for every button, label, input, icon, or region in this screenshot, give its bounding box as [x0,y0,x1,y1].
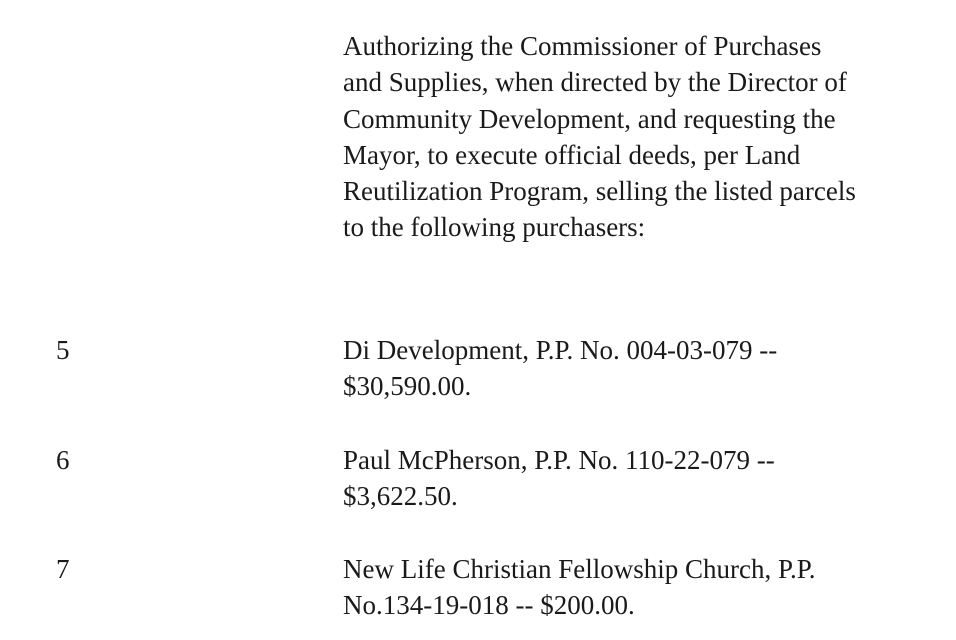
item-line: $30,590.00. [343,371,472,401]
intro-line: Reutilization Program, selling the listed parcels [343,176,856,207]
item-number: 5 [56,335,70,365]
item-text [343,442,903,514]
item-text [343,551,903,623]
item-line: Paul McPherson, P.P. No. 110-22-079 -- [343,445,775,475]
item-number: 7 [56,554,70,584]
item-line: New Life Christian Fellowship Church, P.P. [343,554,816,584]
intro-line: and Supplies, when directed by the Director of [343,67,847,98]
item-number: 6 [56,445,70,475]
intro-line: Mayor, to execute official deeds, per Land [343,139,801,170]
item-line: No.134-19-018 -- $200.00. [343,590,635,620]
intro-paragraph [343,28,943,246]
item-line: Di Development, P.P. No. 004-03-079 -- [343,335,778,365]
intro-line: Authorizing the Commissioner of Purchases [343,31,822,61]
item-line: $3,622.50. [343,481,458,511]
item-text [343,332,903,404]
intro-line: to the following purchasers: [343,212,646,243]
intro-line: Community Development, and requesting the [343,103,836,134]
